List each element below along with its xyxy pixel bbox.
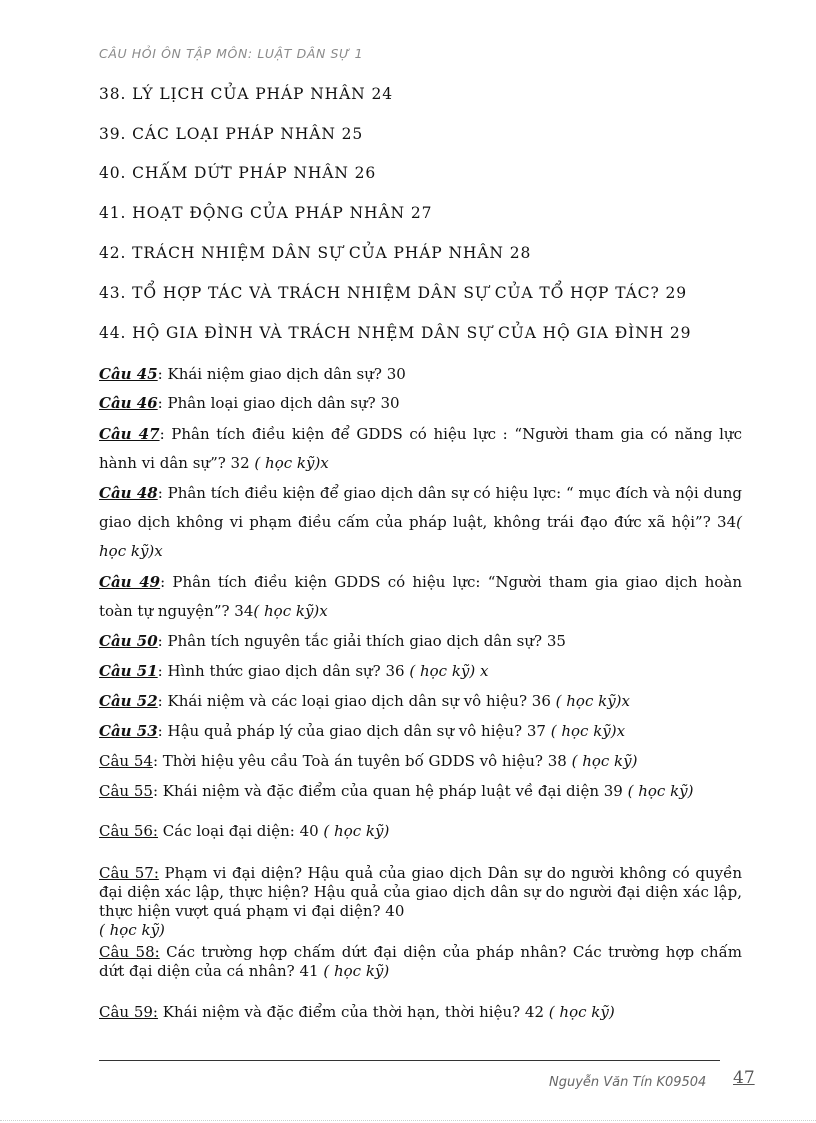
question-text: : Phân loại giao dịch dân sự? 30: [157, 394, 400, 412]
page-number: 47: [733, 1068, 755, 1088]
question-label: Câu 51: [99, 662, 158, 680]
footer-rule: [99, 1060, 720, 1061]
question-label: Câu 50: [99, 632, 158, 650]
question-label: Câu 57:: [99, 864, 159, 882]
question-57: [99, 864, 742, 940]
study-note: ( học kỹ)x: [99, 513, 742, 560]
question-text: : Phân tích điều kiện để giao dịch dân sự có hiệu lực: “ mục đích và nội dung giao dịch không vi phạm điều cấm của pháp luật, không trái đạo đức xã hội”? 34: [99, 484, 742, 531]
study-note: ( học kỹ): [566, 752, 638, 770]
question-text: Các trường hợp chấm dứt đại diện của pháp nhân? Các trường hợp chấm dứt đại diện của cá nhân? 41: [99, 943, 742, 980]
footer-author: Nguyễn Văn Tín K09504: [549, 1075, 707, 1090]
question-label: Câu 56:: [99, 822, 158, 840]
toc-entry: 42. TRÁCH NHIỆM DÂN SỰ CỦA PHÁP NHÂN 28: [99, 244, 532, 262]
question-text: : Thời hiệu yêu cầu Toà án tuyên bố GDDS vô hiệu? 38: [152, 752, 567, 770]
question-54: [99, 747, 742, 776]
question-label: Câu 46: [99, 394, 158, 412]
question-52: [99, 687, 742, 716]
study-note: ( học kỹ)x: [550, 692, 630, 710]
question-49: [99, 568, 742, 626]
page-edge-divider: [0, 1120, 816, 1121]
question-label: Câu 48: [99, 484, 158, 502]
question-text: : Hậu quả pháp lý của giao dịch dân sự vô hiệu? 37: [157, 722, 546, 740]
question-56: [99, 817, 742, 846]
toc-entry: 44. HỘ GIA ĐÌNH VÀ TRÁCH NHỆM DÂN SỰ CỦA HỘ GIA ĐÌNH 29: [99, 324, 692, 342]
toc-entry: 40. CHẤM DỨT PHÁP NHÂN 26: [99, 164, 377, 182]
question-label: Câu 59:: [99, 1003, 158, 1021]
question-label: Câu 58:: [99, 943, 160, 961]
study-note: ( học kỹ)x: [253, 602, 328, 620]
question-label: Câu 55: [99, 782, 153, 800]
question-48: [99, 479, 742, 566]
question-label: Câu 53: [99, 722, 158, 740]
question-text: Khái niệm và đặc điểm của thời hạn, thời hiệu? 42: [158, 1003, 545, 1021]
question-59: [99, 998, 742, 1027]
question-text: : Khái niệm và các loại giao dịch dân sự vô hiệu? 36: [157, 692, 551, 710]
question-55: [99, 777, 742, 806]
study-note: ( học kỹ)x: [249, 454, 329, 472]
toc-entry: 41. HOẠT ĐỘNG CỦA PHÁP NHÂN 27: [99, 204, 433, 222]
study-note: ( học kỹ): [318, 962, 390, 980]
question-50: [99, 627, 742, 656]
question-label: Câu 49: [99, 573, 161, 591]
question-53: [99, 717, 742, 746]
study-note: ( học kỹ)x: [545, 722, 626, 740]
study-note: ( học kỹ): [318, 822, 390, 840]
question-label: Câu 54: [99, 752, 153, 770]
question-label: Câu 45: [99, 365, 158, 383]
question-text: Các loại đại diện: 40: [158, 822, 319, 840]
question-label: Câu 47: [99, 425, 160, 443]
study-note: ( học kỹ): [99, 921, 165, 939]
question-text: : Phân tích nguyên tắc giải thích giao dịch dân sự? 35: [157, 632, 566, 650]
question-51: [99, 657, 742, 686]
question-46: [99, 389, 742, 418]
question-text: : Khái niệm và đặc điểm của quan hệ pháp luật về đại diện 39: [152, 782, 623, 800]
question-45: [99, 360, 742, 389]
toc-entry: 38. LÝ LỊCH CỦA PHÁP NHÂN 24: [99, 85, 393, 103]
question-58: [99, 943, 742, 981]
question-text: : Phân tích điều kiện để GDDS có hiệu lực : “Người tham gia có năng lực hành vi dân sự”? 32: [99, 425, 742, 472]
question-label: Câu 52: [99, 692, 158, 710]
study-note: ( học kỹ): [622, 782, 694, 800]
question-text: : Phân tích điều kiện GDDS có hiệu lực: “Người tham gia giao dịch hoàn toàn tự nguyện”? 34: [99, 573, 742, 620]
question-text: : Khái niệm giao dịch dân sự? 30: [157, 365, 406, 383]
question-text: : Hình thức giao dịch dân sự? 36: [157, 662, 405, 680]
study-note: ( học kỹ): [544, 1003, 615, 1021]
study-note: ( học kỹ) x: [404, 662, 489, 680]
toc-entry: 43. TỔ HỢP TÁC VÀ TRÁCH NHIỆM DÂN SỰ CỦA TỔ HỢP TÁC? 29: [99, 284, 688, 302]
question-text: Phạm vi đại diện? Hậu quả của giao dịch Dân sự do người không có quyền đại diện xác lập, thực hiện? Hậu quả của giao dịch dân sự do người đại diện xác lập, thực hiện vượt quá phạm vi đại diện? 40: [99, 864, 742, 920]
running-header: CÂU HỎI ÔN TẬP MÔN: LUẬT DÂN SỰ 1: [99, 46, 364, 61]
toc-entry: 39. CÁC LOẠI PHÁP NHÂN 25: [99, 125, 364, 143]
question-47: [99, 420, 742, 478]
